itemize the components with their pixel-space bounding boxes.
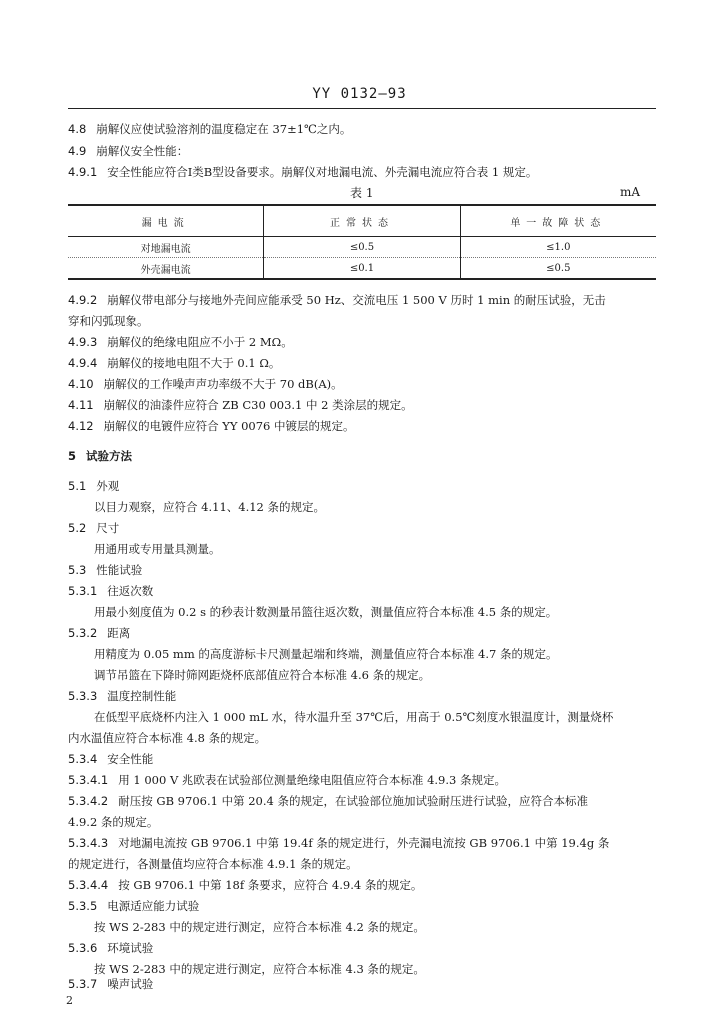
clause-line [68,292,606,308]
clause-number: 5.3.6 [68,941,98,955]
section-number: 5 [68,449,77,463]
clause-number: 5.3.4.4 [68,878,109,892]
test-line [68,976,153,992]
test-line [94,919,425,935]
clause-text: 尺寸 [96,521,120,535]
clause-number: 5.1 [68,479,87,493]
section-heading [68,448,132,464]
clause-text: 用精度为 0.05 mm 的高度游标卡尺测量起端和终端，测量值应符合本标准 4.7 条的规定。 [94,647,558,661]
clause-text: 崩解仪的绝缘电阻应不小于 2 MΩ。 [107,335,293,349]
table-cell: ≤1.0 [460,237,656,258]
leakage-current-table [68,204,656,280]
test-line [94,667,430,683]
table-cell: ≤0.5 [460,258,656,280]
clause-text: 崩解仪应使试验溶剂的温度稳定在 37±1℃之内。 [96,122,352,136]
clause-text: 距离 [107,626,131,640]
clause-text: 按 WS 2-283 中的规定进行测定，应符合本标准 4.2 条的规定。 [94,920,425,934]
header-rule [68,108,656,109]
clause-text: 崩解仪安全性能： [96,144,189,158]
clause-text: 用最小刻度值为 0.2 s 的秒表计数测量吊篮往返次数，测量值应符合本标准 4.5 条的规定。 [94,605,558,619]
table-header-cell: 单一故障状态 [460,205,656,237]
test-line [68,772,506,788]
clause-line [68,355,280,371]
test-line [94,541,221,557]
clause-number: 5.3.4 [68,752,98,766]
test-line [68,520,119,536]
clause-text: 崩解仪的工作噪声声功率级不大于 70 dB(A)。 [103,377,343,391]
table-row [68,258,656,280]
clause-number: 4.9.3 [68,335,98,349]
test-line [68,814,158,830]
table-cell: ≤0.1 [264,258,460,280]
clause-line [68,313,149,329]
clause-text: 环境试验 [107,941,154,955]
clause-text: 崩解仪带电部分与接地外壳间应能承受 50 Hz、交流电压 1 500 V 历时 1 min 的耐压试验，无击 [107,293,606,307]
table-title: 表 1 [350,186,374,200]
clause-number: 5.3.3 [68,689,98,703]
test-line [68,877,422,893]
clause-text: 用通用或专用量具测量。 [94,542,221,556]
table-cell: ≤0.5 [264,237,460,258]
test-line [68,793,588,809]
test-line [68,730,266,746]
test-line [68,583,153,599]
clause-number: 5.3.4.3 [68,836,109,850]
clause-text: 按 WS 2-283 中的规定进行测定，应符合本标准 4.3 条的规定。 [94,962,425,976]
clause-number: 4.12 [68,419,94,433]
clause-text: 以目力观察，应符合 4.11、4.12 条的规定。 [94,500,326,514]
clause-number: 5.3.5 [68,899,98,913]
clause-number: 4.11 [68,398,94,412]
page-number: 2 [66,994,73,1007]
section-title: 试验方法 [86,449,133,463]
table-cell: 对地漏电流 [68,237,264,258]
page-header: YY 0132—93 [312,86,407,102]
clause-text: 崩解仪的接地电阻不大于 0.1 Ω。 [107,356,281,370]
clause-text: 耐压按 GB 9706.1 中第 20.4 条的规定，在试验部位施加试验耐压进行试验，应符合本标准 [118,794,588,808]
clause-4-9 [68,143,188,159]
test-line [68,898,199,914]
clause-text: 的规定进行，各测量值均应符合本标准 4.9.1 条的规定。 [68,857,358,871]
clause-number: 5.3.1 [68,584,98,598]
clause-text: 性能试验 [96,563,143,577]
test-line [94,499,325,515]
clause-number: 5.3.4.2 [68,794,109,808]
test-line [68,940,153,956]
clause-number: 4.9 [68,144,87,158]
table-cell: 外壳漏电流 [68,258,264,280]
clause-text: 往返次数 [107,584,154,598]
clause-text: 对地漏电流按 GB 9706.1 中第 19.4f 条的规定进行，外壳漏电流按 GB 9706.1 中第 19.4g 条 [118,836,610,850]
test-line [68,835,609,851]
clause-number: 5.3.2 [68,626,98,640]
clause-text: 4.9.2 条的规定。 [68,815,159,829]
test-line [94,646,557,662]
clause-number: 4.8 [68,122,87,136]
test-line [94,961,425,977]
clause-number: 4.9.4 [68,356,98,370]
table-unit: mA [620,185,641,199]
clause-text: 穿和闪弧现象。 [68,314,149,328]
clause-number: 5.3.4.1 [68,773,109,787]
clause-text: 外观 [96,479,120,493]
clause-number: 4.9.1 [68,165,98,179]
clause-text: 崩解仪的电镀件应符合 YY 0076 中镀层的规定。 [103,419,355,433]
table-header-cell: 漏电流 [68,205,264,237]
table-header-cell: 正常状态 [264,205,460,237]
clause-line [68,397,413,413]
clause-number: 5.3.7 [68,977,98,991]
test-line [68,856,358,872]
test-line [94,709,613,725]
clause-number: 4.9.2 [68,293,98,307]
clause-line [68,334,293,350]
test-line [94,604,557,620]
clause-number: 5.3 [68,563,87,577]
test-line [68,751,153,767]
clause-text: 安全性能应符合Ⅰ类B型设备要求。崩解仪对地漏电流、外壳漏电流应符合表 1 规定。 [107,165,538,179]
test-line [68,562,142,578]
clause-text: 调节吊篮在下降时筛网距烧杯底部值应符合本标准 4.6 条的规定。 [94,668,431,682]
test-line [68,478,119,494]
clause-text: 电源适应能力试验 [107,899,200,913]
clause-4-8 [68,121,351,137]
clause-text: 在低型平底烧杯内注入 1 000 mL 水，待水温升至 37℃后，用高于 0.5℃刻度水银温度计，测量烧杯 [94,710,614,724]
clause-line [68,418,355,434]
clause-text: 温度控制性能 [107,689,177,703]
clause-text: 安全性能 [107,752,154,766]
clause-text: 崩解仪的油漆件应符合 ZB C30 003.1 中 2 类涂层的规定。 [103,398,413,412]
clause-number: 5.2 [68,521,87,535]
test-line [68,688,176,704]
table-row [68,237,656,258]
clause-text: 用 1 000 V 兆欧表在试验部位测量绝缘电阻值应符合本标准 4.9.3 条规定。 [118,773,506,787]
clause-line [68,376,343,392]
clause-text: 按 GB 9706.1 中第 18f 条要求，应符合 4.9.4 条的规定。 [118,878,423,892]
clause-4-9-1 [68,164,537,180]
clause-text: 内水温值应符合本标准 4.8 条的规定。 [68,731,267,745]
clause-number: 4.10 [68,377,94,391]
clause-text: 噪声试验 [107,977,154,991]
test-line [68,625,130,641]
